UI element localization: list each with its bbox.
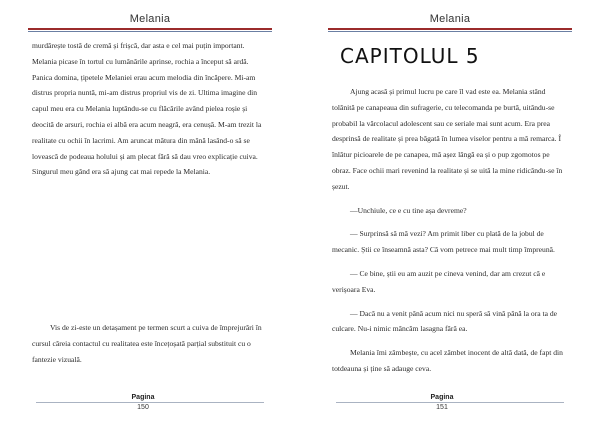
body-text xyxy=(332,84,568,377)
dialogue-line: — Dacă nu a venit până acum nici nu speră să vină până la ora ta de culcare. Nu-i nimic mâncăm lasagna fără ea. xyxy=(332,308,558,334)
dialogue-line: — Surprinsă să mă vezi? Am primit liber cu plată de la jobul de mecanic. Știi ce înseamnă asta? Că vom petrece mai mult timp împreună. xyxy=(332,229,555,255)
running-header: Melania xyxy=(429,13,471,25)
page-number: 150 xyxy=(137,404,149,411)
header-rule-blue xyxy=(28,31,272,32)
dialogue-line: —Unchiule, ce e cu tine așa devreme? xyxy=(350,205,467,215)
page-number: 151 xyxy=(436,404,448,411)
right-page xyxy=(300,0,600,425)
footer-rule xyxy=(36,402,264,403)
header-rule-red xyxy=(328,28,572,30)
paragraph: Melania îmi zâmbește, cu acel zâmbet inocent de altă dată, de fapt din totdeauna și ține să adauge ceva. xyxy=(332,348,563,373)
paragraph: Ajung acasă și primul lucru pe care îl vad este ea. Melania stând tolănită pe canapeaua din sufragerie, cu telecomanda pe burtă, uitându-se probabil la vărcolacul adolescent sau ce seriale mai sunt acum. Era prea desprinsă de realitate și prea băgată în lumea viselor pentru a mă remarca. Î înlătur picioarele de pe canapea, mă așez lângă ea și o pup zgomotos pe obraz. Face ochii mari revenind la realitate și se uită la mine ridicându-se în șezut. xyxy=(332,87,563,191)
footer-label: Pagina xyxy=(131,394,155,401)
footnote-text xyxy=(32,320,268,367)
running-header: Melania xyxy=(129,13,171,25)
dialogue-line: — Ce bine, știi eu am auzit pe cineva venind, dar am crezut că e verișoara Eva. xyxy=(332,268,546,294)
header-rule-blue xyxy=(328,31,572,32)
chapter-title: CAPITOLUL 5 xyxy=(340,44,480,68)
footer-label: Pagina xyxy=(430,394,454,401)
paragraph: murdărește tostă de cremă și frișcă, dar asta e cel mai puțin important. Melania picase în tortul cu lumânările aprinse, rochia a început să ardă. Panica domina, țipetele Melaniei erau acum melodia din încăpere. Mi-am distrus propria nuntă, mi-am distrus propriul vis de zi. Ultima imagine din capul meu era cu Melania luptându-se cu flăcările având pielea roșie și deocită de arsuri, rochia ei albă era acum neagră, era cenușă. M-am trezit la realitate cu ochii în lacrimi. Am aruncat mătura din mână lasând-o să se lovească de podeaua holului și am plecat fără să dau vreo explicație cuiva. Singurul meu gând era să ajung cat mai repede la Melania. xyxy=(32,41,262,177)
footer-rule xyxy=(336,402,564,403)
footnote: Vis de zi-este un detașament pe termen scurt a cuiva de împrejurări în cursul căreia contactul cu realitatea este încețoșată parțial substituit cu o fantezie vizuală. xyxy=(32,323,262,364)
header-rule-red xyxy=(28,28,272,30)
body-text xyxy=(32,38,268,180)
